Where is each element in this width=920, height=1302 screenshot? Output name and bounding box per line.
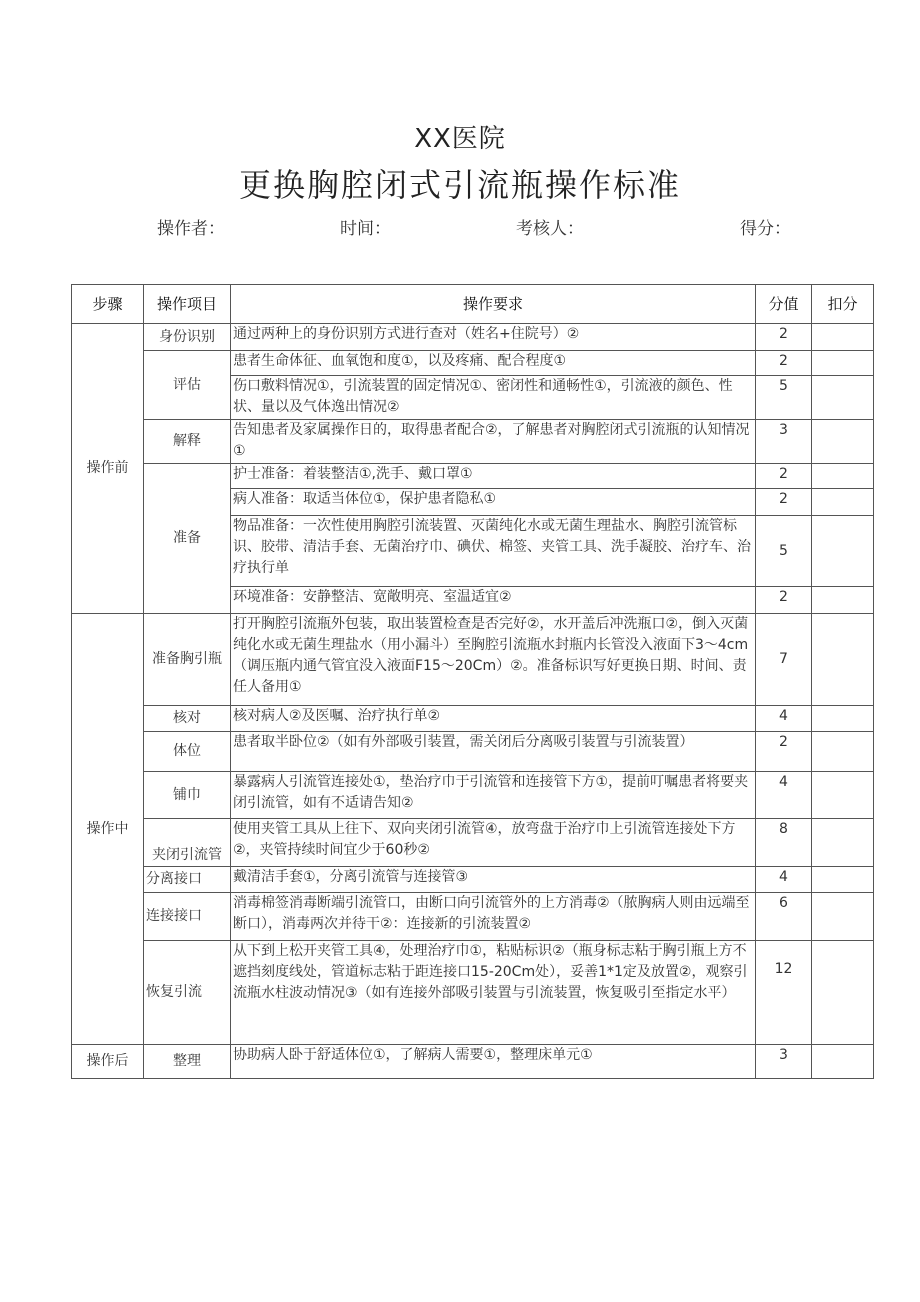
table-row (72, 732, 874, 772)
requirement-cell: 环境准备：安静整洁、宽敞明亮、室温适宜② (231, 587, 756, 614)
score-cell: 2 (756, 489, 812, 516)
item-tidy: 整理 (144, 1045, 231, 1079)
deduction-cell[interactable] (812, 1045, 874, 1079)
phase-after: 操作后 (72, 1045, 144, 1079)
table-row (72, 819, 874, 867)
deduction-cell[interactable] (812, 516, 874, 587)
score-cell: 7 (756, 614, 812, 706)
item-explain: 解释 (144, 420, 231, 464)
deduction-cell[interactable] (812, 732, 874, 772)
standard-table (71, 284, 874, 1079)
table-row (72, 706, 874, 732)
deduction-cell[interactable] (812, 893, 874, 941)
score-cell: 4 (756, 706, 812, 732)
score-cell: 8 (756, 819, 812, 867)
requirement-cell: 通过两种上的身份识别方式进行查对（姓名+住院号）② (231, 324, 756, 351)
table-row (72, 893, 874, 941)
time-label: 时间： (340, 219, 391, 239)
header-score: 分值 (756, 285, 812, 324)
score-cell: 5 (756, 376, 812, 420)
deduction-cell[interactable] (812, 867, 874, 893)
phase-before: 操作前 (72, 324, 144, 614)
requirement-cell: 患者取半卧位②（如有外部吸引装置，需关闭后分离吸引装置与引流装置） (231, 732, 756, 772)
table-row (72, 324, 874, 351)
item-connect: 连接接口 (144, 893, 231, 941)
score-cell: 4 (756, 867, 812, 893)
table-row (72, 1045, 874, 1079)
score-cell: 5 (756, 516, 812, 587)
requirement-cell: 从下到上松开夹管工具④，处理治疗巾①，粘贴标识②（瓶身标志粘于胸引瓶上方不遮挡刻度线处，管道标志粘于距连接口15-20Cm处），妥善1*1定及放置②，观察引流瓶水柱波动情况③（如有连接外部吸引装置与引流装置，恢复吸引至指定水平） (231, 941, 756, 1045)
hospital-name: XX医院 (414, 124, 506, 154)
score-cell: 12 (756, 941, 812, 1045)
score-cell: 2 (756, 464, 812, 489)
item-position: 体位 (144, 732, 231, 772)
deduction-cell[interactable] (812, 464, 874, 489)
score-cell: 3 (756, 420, 812, 464)
table-row (72, 420, 874, 464)
requirement-cell: 物品准备：一次性使用胸腔引流装置、灭菌纯化水或无菌生理盐水、胸腔引流管标识、胶带、清洁手套、无菌治疗巾、碘伏、棉签、夹管工具、洗手凝胶、治疗车、治疗执行单 (231, 516, 756, 587)
deduction-cell[interactable] (812, 706, 874, 732)
table-row (72, 351, 874, 376)
header-deduction: 扣分 (812, 285, 874, 324)
header-step: 步骤 (72, 285, 144, 324)
score-cell: 4 (756, 772, 812, 819)
item-restore: 恢复引流 (144, 941, 231, 1045)
operator-label: 操作者： (157, 219, 225, 239)
deduction-cell[interactable] (812, 941, 874, 1045)
deduction-cell[interactable] (812, 772, 874, 819)
header-item: 操作项目 (144, 285, 231, 324)
document-title: 更换胸腔闭式引流瓶操作标准 (238, 166, 681, 204)
score-cell: 3 (756, 1045, 812, 1079)
phase-during: 操作中 (72, 614, 144, 1045)
table-header-row (72, 285, 874, 324)
score-cell: 2 (756, 732, 812, 772)
score-cell: 6 (756, 893, 812, 941)
item-separate: 分离接口 (144, 867, 231, 893)
item-identity: 身份识别 (144, 324, 231, 351)
deduction-cell[interactable] (812, 420, 874, 464)
deduction-cell[interactable] (812, 587, 874, 614)
requirement-cell: 告知患者及家属操作日的，取得患者配合②，了解患者对胸腔闭式引流瓶的认知情况① (231, 420, 756, 464)
table-row (72, 772, 874, 819)
requirement-cell: 戴清洁手套①，分离引流管与连接管③ (231, 867, 756, 893)
requirement-cell: 患者生命体征、血氧饱和度①，以及疼痛、配合程度① (231, 351, 756, 376)
requirement-cell: 打开胸腔引流瓶外包装，取出装置检查是否完好②，水开盖后冲洗瓶口②，倒入灭菌纯化水或无菌生理盐水（用小漏斗）至胸腔引流瓶水封瓶内长管没入液面下3～4cm（调压瓶内通气管宜没入液面F15～20Cm）②。准备标识写好更换日期、时间、责任人备用① (231, 614, 756, 706)
score-cell: 2 (756, 587, 812, 614)
deduction-cell[interactable] (812, 614, 874, 706)
deduction-cell[interactable] (812, 324, 874, 351)
table-row (72, 464, 874, 489)
item-assess: 评估 (144, 351, 231, 420)
table-row (72, 867, 874, 893)
requirement-cell: 核对病人②及医嘱、治疗执行单② (231, 706, 756, 732)
requirement-cell: 暴露病人引流管连接处①，垫治疗巾于引流管和连接管下方①，提前叮嘱患者将要夹闭引流管，如有不适请告知② (231, 772, 756, 819)
item-prep-bottle: 准备胸引瓶 (144, 614, 231, 706)
deduction-cell[interactable] (812, 819, 874, 867)
requirement-cell: 病人准备：取适当体位①，保护患者隐私① (231, 489, 756, 516)
score-label: 得分： (740, 219, 791, 239)
deduction-cell[interactable] (812, 351, 874, 376)
item-drape: 铺巾 (144, 772, 231, 819)
item-clamp: 夹闭引流管 (144, 819, 231, 867)
requirement-cell: 使用夹管工具从上往下、双向夹闭引流管④，放弯盘于治疗巾上引流管连接处下方②，夹管持续时间宜少于60秒② (231, 819, 756, 867)
requirement-cell: 消毒棉签消毒断端引流管口，由断口向引流管外的上方消毒②（脓胸病人则由远端至断口），消毒两次并待干②：连接新的引流装置② (231, 893, 756, 941)
item-check: 核对 (144, 706, 231, 732)
requirement-cell: 协助病人卧于舒适体位①，了解病人需要①，整理床单元① (231, 1045, 756, 1079)
requirement-cell: 护士准备：着装整洁①,洗手、戴口罩① (231, 464, 756, 489)
item-prepare: 准备 (144, 464, 231, 614)
header-requirement: 操作要求 (231, 285, 756, 324)
deduction-cell[interactable] (812, 489, 874, 516)
score-cell: 2 (756, 324, 812, 351)
score-cell: 2 (756, 351, 812, 376)
examiner-label: 考核人： (516, 219, 584, 239)
requirement-cell: 伤口敷料情况①，引流装置的固定情况①、密闭性和通畅性①，引流液的颜色、性状、量以及气体逸出情况② (231, 376, 756, 420)
table-row (72, 941, 874, 1045)
deduction-cell[interactable] (812, 376, 874, 420)
table-row (72, 614, 874, 706)
